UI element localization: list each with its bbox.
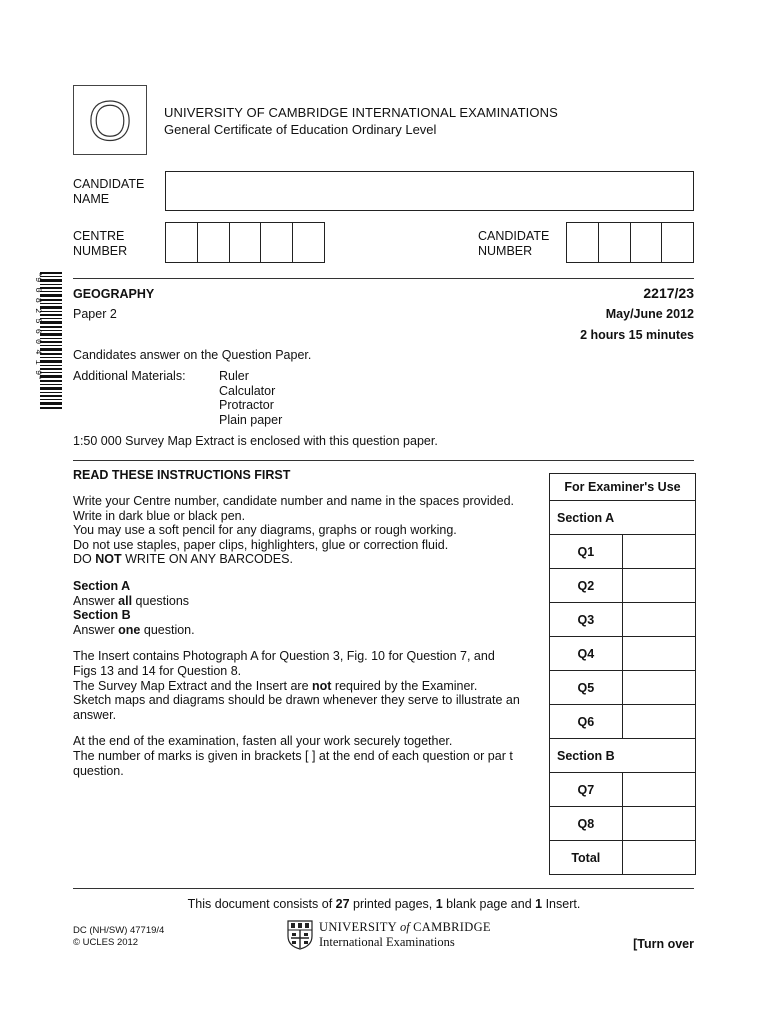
logo-letter: O bbox=[88, 89, 132, 152]
instructions-block bbox=[73, 494, 543, 778]
text-run: Answer bbox=[73, 622, 119, 637]
candidate-number-cell[interactable] bbox=[567, 223, 599, 262]
text-run-bold: NOT bbox=[95, 552, 122, 567]
candidate-name-field[interactable] bbox=[165, 171, 694, 211]
instruction-line: You may use a soft pencil for any diagrams, graphs or rough working. bbox=[73, 523, 457, 538]
material-item: Protractor bbox=[219, 398, 274, 413]
candidate-number-cell[interactable] bbox=[599, 223, 631, 262]
candidate-name-label-line1: CANDIDATE bbox=[73, 177, 145, 191]
total-label: Total bbox=[550, 841, 623, 875]
cambridge-crest-icon bbox=[287, 920, 313, 950]
instruction-line: Sketch maps and diagrams should be drawn whenever they serve to illustrate an bbox=[73, 693, 520, 708]
text-run: printed pages, bbox=[349, 897, 436, 911]
mark-cell[interactable] bbox=[622, 807, 695, 841]
question-label: Q8 bbox=[550, 807, 623, 841]
text-run: WRITE ON ANY BARCODES. bbox=[121, 552, 293, 567]
question-label: Q2 bbox=[550, 569, 623, 603]
candidate-number-cell[interactable] bbox=[631, 223, 663, 262]
centre-number-cell[interactable] bbox=[261, 223, 293, 262]
text-run-bold: not bbox=[312, 678, 332, 693]
divider bbox=[73, 888, 694, 889]
answer-note: Candidates answer on the Question Paper. bbox=[73, 348, 312, 362]
barcode-icon bbox=[28, 272, 62, 412]
turn-over: [Turn over bbox=[633, 937, 694, 951]
section-a-rule bbox=[73, 594, 543, 609]
candidate-number-cell[interactable] bbox=[662, 223, 693, 262]
centre-number-label-line1: CENTRE bbox=[73, 229, 125, 243]
instruction-line-survey bbox=[73, 679, 543, 694]
copyright: © UCLES 2012 bbox=[73, 937, 139, 948]
candidate-number-label bbox=[478, 229, 549, 259]
section-b-heading: Section B bbox=[73, 608, 131, 623]
instruction-line: Do not use staples, paper clips, highlighters, glue or correction fluid. bbox=[73, 537, 449, 552]
text-run: blank page and bbox=[442, 897, 536, 911]
text-run: CAMBRIDGE bbox=[409, 920, 491, 934]
centre-number-cell[interactable] bbox=[198, 223, 230, 262]
session: May/June 2012 bbox=[605, 307, 694, 321]
instruction-line: The number of marks is given in brackets [ ] at the end of each question or par t bbox=[73, 748, 513, 763]
examiner-use-table bbox=[549, 473, 696, 875]
cambridge-wordmark-line1 bbox=[319, 920, 491, 935]
paper-number: Paper 2 bbox=[73, 307, 117, 321]
paper-code: 2217/23 bbox=[643, 285, 694, 301]
mark-cell[interactable] bbox=[622, 773, 695, 807]
examiner-section-b: Section B bbox=[550, 739, 696, 773]
mark-cell[interactable] bbox=[622, 705, 695, 739]
centre-number-cell[interactable] bbox=[293, 223, 324, 262]
duration: 2 hours 15 minutes bbox=[580, 328, 694, 342]
page-count: 27 bbox=[335, 897, 350, 911]
materials-list bbox=[219, 369, 282, 427]
centre-number-field[interactable] bbox=[165, 222, 325, 263]
document-reference bbox=[73, 925, 164, 949]
cambridge-wordmark-line2: International Examinations bbox=[319, 935, 455, 949]
o-level-logo-icon bbox=[74, 86, 146, 154]
text-run-bold: one bbox=[118, 622, 141, 637]
qualification: General Certificate of Education Ordinary Level bbox=[164, 122, 437, 137]
blank-count: 1 bbox=[435, 897, 443, 911]
cambridge-wordmark bbox=[319, 920, 491, 950]
material-item: Ruler bbox=[219, 369, 249, 383]
mark-cell[interactable] bbox=[622, 535, 695, 569]
cambridge-crest bbox=[287, 920, 313, 950]
text-run: Answer bbox=[73, 593, 119, 608]
section-a-heading: Section A bbox=[73, 578, 131, 593]
text-run: Insert. bbox=[542, 897, 581, 911]
mark-cell[interactable] bbox=[622, 637, 695, 671]
mark-cell[interactable] bbox=[622, 671, 695, 705]
materials-label: Additional Materials: bbox=[73, 369, 186, 383]
text-run: required by the Examiner. bbox=[331, 678, 478, 693]
total-cell[interactable] bbox=[622, 841, 695, 875]
text-run-italic: of bbox=[399, 920, 410, 934]
text-run: The Survey Map Extract and the Insert are bbox=[73, 678, 313, 693]
instruction-line: answer. bbox=[73, 707, 117, 722]
reference-code: DC (NH/SW) 47719/4 bbox=[73, 925, 165, 936]
text-run: questions bbox=[132, 593, 190, 608]
map-note: 1:50 000 Survey Map Extract is enclosed with this question paper. bbox=[73, 434, 438, 448]
divider bbox=[73, 460, 694, 461]
mark-cell[interactable] bbox=[622, 569, 695, 603]
instruction-line: The Insert contains Photograph A for Question 3, Fig. 10 for Question 7, and bbox=[73, 649, 495, 664]
question-label: Q7 bbox=[550, 773, 623, 807]
instruction-line-barcode bbox=[73, 552, 543, 567]
text-run: This document consists of bbox=[187, 897, 336, 911]
centre-number-label bbox=[73, 229, 127, 259]
candidate-name-label bbox=[73, 177, 144, 207]
divider bbox=[73, 278, 694, 279]
candidate-number-label-line1: CANDIDATE bbox=[478, 229, 550, 243]
candidate-number-label-line2: NUMBER bbox=[478, 244, 533, 258]
examiner-table-title: For Examiner's Use bbox=[550, 474, 696, 501]
centre-number-cell[interactable] bbox=[166, 223, 198, 262]
exam-board: UNIVERSITY OF CAMBRIDGE INTERNATIONAL EXAMINATIONS bbox=[164, 105, 558, 120]
candidate-name-label-line2: NAME bbox=[73, 192, 110, 206]
barcode bbox=[28, 272, 62, 412]
candidate-number-field[interactable] bbox=[566, 222, 694, 263]
instruction-line: Write your Centre number, candidate number and name in the spaces provided. bbox=[73, 494, 514, 508]
question-label: Q4 bbox=[550, 637, 623, 671]
instruction-line: Write in dark blue or black pen. bbox=[73, 508, 246, 523]
instruction-line: At the end of the examination, fasten all your work securely together. bbox=[73, 734, 453, 749]
mark-cell[interactable] bbox=[622, 603, 695, 637]
text-run-bold: all bbox=[118, 593, 133, 608]
question-label: Q1 bbox=[550, 535, 623, 569]
question-label: Q5 bbox=[550, 671, 623, 705]
level-logo bbox=[73, 85, 147, 155]
text-run: question. bbox=[140, 622, 195, 637]
text-run: DO bbox=[73, 552, 96, 567]
instruction-line: Figs 13 and 14 for Question 8. bbox=[73, 663, 242, 678]
subject: GEOGRAPHY bbox=[73, 287, 155, 301]
document-summary bbox=[0, 897, 768, 911]
instructions-heading: READ THESE INSTRUCTIONS FIRST bbox=[73, 468, 291, 482]
centre-number-cell[interactable] bbox=[230, 223, 262, 262]
insert-count: 1 bbox=[535, 897, 543, 911]
material-item: Calculator bbox=[219, 383, 276, 398]
text-run: UNIVERSITY bbox=[319, 920, 400, 934]
examiner-section-a: Section A bbox=[550, 501, 696, 535]
question-label: Q6 bbox=[550, 705, 623, 739]
centre-number-label-line2: NUMBER bbox=[73, 244, 128, 258]
material-item: Plain paper bbox=[219, 412, 283, 427]
section-b-rule bbox=[73, 623, 543, 638]
instruction-line: question. bbox=[73, 763, 124, 778]
barcode-digits: *9 0 8 2 5 6 0 4 1 9* bbox=[33, 272, 43, 381]
question-label: Q3 bbox=[550, 603, 623, 637]
